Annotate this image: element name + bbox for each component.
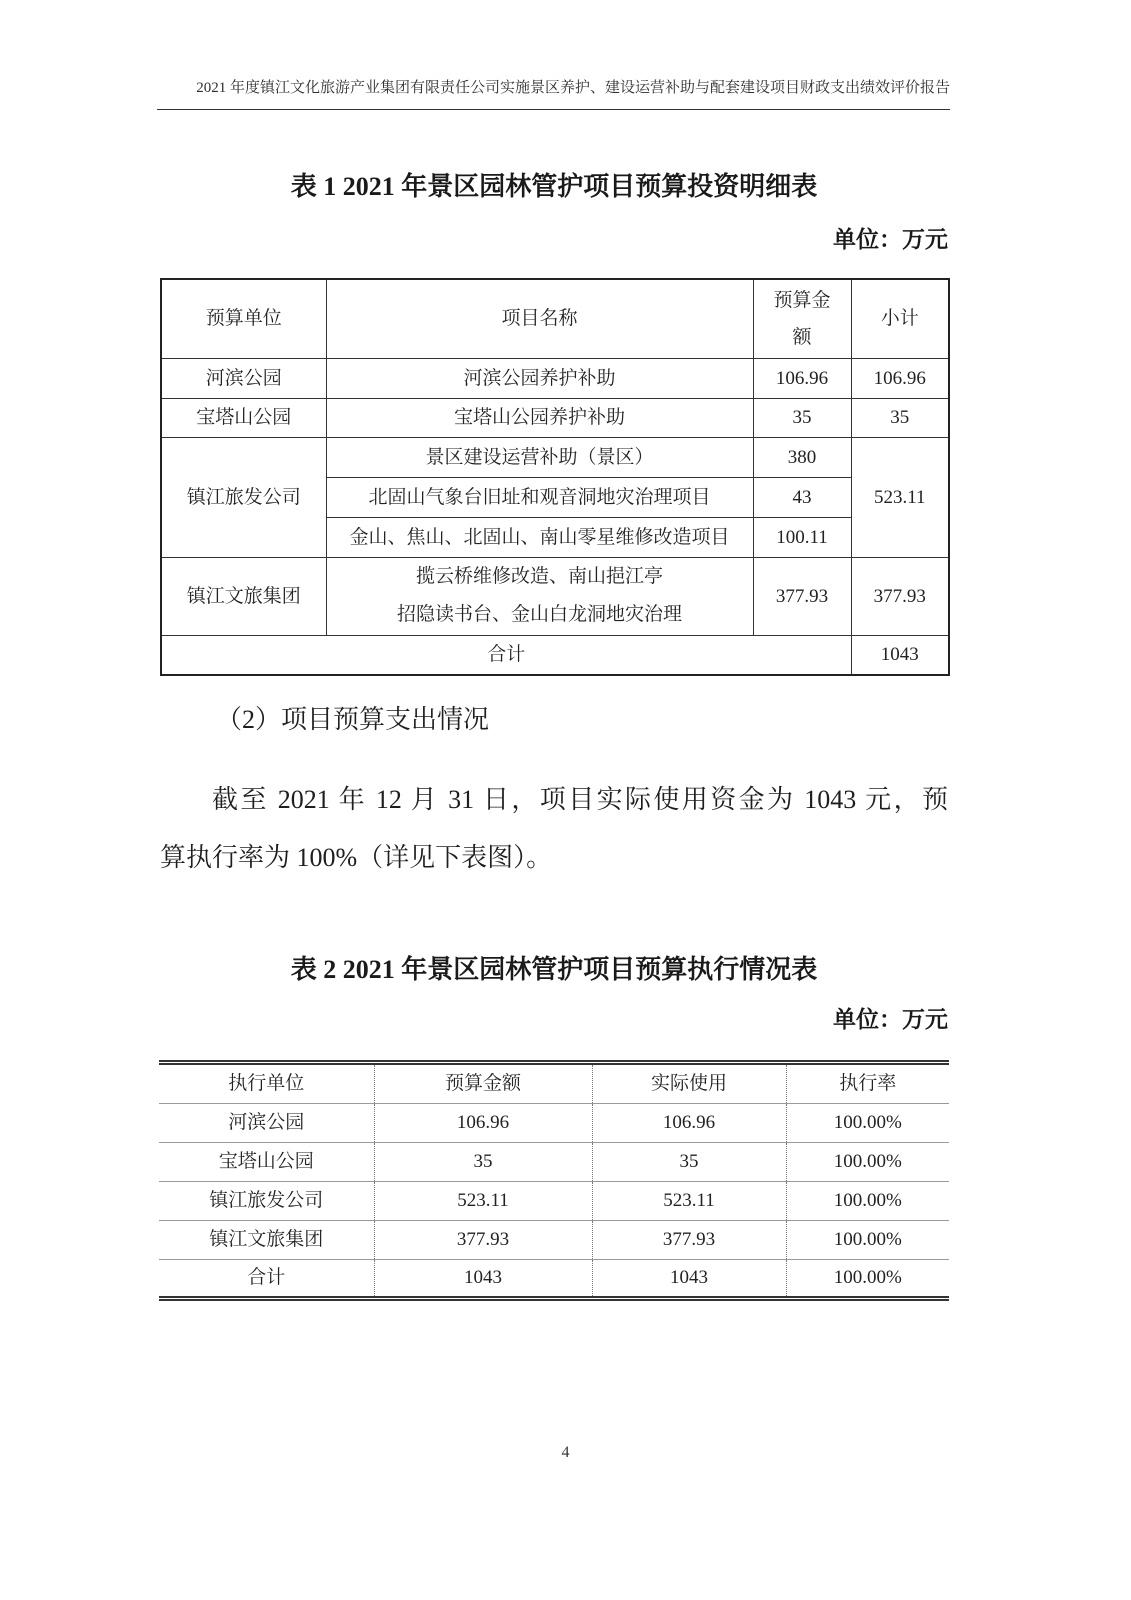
execution-rate-cell: 100.00%: [786, 1260, 949, 1299]
budget-amount-cell: 43: [753, 477, 851, 517]
budget-amount-cell: 100.11: [753, 517, 851, 557]
execution-rate-cell: 100.00%: [786, 1143, 949, 1182]
budget-amount-cell: 523.11: [374, 1182, 592, 1221]
table-row: [161, 398, 949, 437]
table-1-title: 表 1 2021 年景区园林管护项目预算投资明细表: [290, 172, 818, 201]
project-name-cell: [326, 557, 753, 635]
paragraph-line: 算执行率为 100%（详见下表图）。: [160, 843, 553, 872]
column-header-execution-rate: 执行率: [786, 1063, 949, 1104]
table-2-title: 表 2 2021 年景区园林管护项目预算执行情况表: [290, 955, 818, 984]
total-row: [161, 635, 949, 675]
column-header-subtotal: 小计: [851, 279, 949, 358]
column-header-budget-amount: 预算金额: [374, 1063, 592, 1104]
project-name-line: 揽云桥维修改造、南山挹江亭: [415, 566, 663, 587]
execution-unit-cell: 河滨公园: [159, 1104, 374, 1143]
table-row: [161, 358, 949, 398]
subtotal-cell: 35: [851, 398, 949, 437]
project-name-line: 招隐读书台、金山白龙洞地灾治理: [396, 604, 682, 625]
table-row: [159, 1104, 949, 1143]
project-name-cell: 金山、焦山、北固山、南山零星维修改造项目: [326, 517, 753, 557]
table-row: [159, 1182, 949, 1221]
table-row: [161, 437, 949, 477]
body-paragraph: [160, 771, 948, 887]
project-name-cell: 河滨公园养护补助: [326, 358, 753, 398]
column-header-project-name: 项目名称: [326, 279, 753, 358]
budget-unit-cell: 宝塔山公园: [161, 398, 326, 437]
project-name-cell: 北固山气象台旧址和观音洞地灾治理项目: [326, 477, 753, 517]
budget-unit-cell: 镇江文旅集团: [161, 557, 326, 635]
actual-use-cell: 106.96: [592, 1104, 786, 1143]
project-name-cell: 宝塔山公园养护补助: [326, 398, 753, 437]
budget-amount-cell: 1043: [374, 1260, 592, 1299]
budget-amount-cell: 106.96: [753, 358, 851, 398]
actual-use-cell: 1043: [592, 1260, 786, 1299]
table-header-row: [159, 1063, 949, 1104]
column-header-execution-unit: 执行单位: [159, 1063, 374, 1104]
section-subheading: （2）项目预算支出情况: [216, 705, 490, 734]
total-value-cell: 1043: [851, 635, 949, 675]
execution-unit-cell: 合计: [159, 1260, 374, 1299]
budget-unit-cell: 河滨公园: [161, 358, 326, 398]
budget-amount-cell: 35: [374, 1143, 592, 1182]
execution-rate-cell: 100.00%: [786, 1182, 949, 1221]
page-number: 4: [561, 1444, 570, 1461]
paragraph-line: 截至 2021 年 12 月 31 日，项目实际使用资金为 1043 元，预: [212, 785, 948, 814]
total-label-cell: 合计: [161, 635, 851, 675]
execution-unit-cell: 镇江旅发公司: [159, 1182, 374, 1221]
execution-rate-cell: 100.00%: [786, 1104, 949, 1143]
table-row: [161, 557, 949, 635]
actual-use-cell: 35: [592, 1143, 786, 1182]
execution-rate-cell: 100.00%: [786, 1221, 949, 1260]
total-row: [159, 1260, 949, 1299]
actual-use-cell: 523.11: [592, 1182, 786, 1221]
column-header-budget-unit: 预算单位: [161, 279, 326, 358]
table-row: [159, 1143, 949, 1182]
subtotal-cell: 106.96: [851, 358, 949, 398]
budget-amount-cell: 377.93: [753, 557, 851, 635]
header-rule: [157, 109, 950, 110]
column-header-actual-use: 实际使用: [592, 1063, 786, 1104]
budget-unit-cell: 镇江旅发公司: [161, 437, 326, 557]
budget-amount-cell: 380: [753, 437, 851, 477]
budget-amount-cell: 106.96: [374, 1104, 592, 1143]
subtotal-cell: 377.93: [851, 557, 949, 635]
project-name-cell: 景区建设运营补助（景区）: [326, 437, 753, 477]
column-header-budget-amount: 预算金额: [753, 279, 851, 358]
actual-use-cell: 377.93: [592, 1221, 786, 1260]
table-1-unit-label: 单位：万元: [833, 227, 948, 252]
budget-amount-cell: 35: [753, 398, 851, 437]
execution-unit-cell: 镇江文旅集团: [159, 1221, 374, 1260]
table-2-unit-label: 单位：万元: [833, 1007, 948, 1032]
budget-detail-table: [160, 278, 950, 676]
budget-execution-table: [159, 1060, 949, 1301]
execution-unit-cell: 宝塔山公园: [159, 1143, 374, 1182]
running-header: 2021 年度镇江文化旅游产业集团有限责任公司实施景区养护、建设运营补助与配套建设项目财政支出绩效评价报告: [196, 80, 950, 96]
table-row: [159, 1221, 949, 1260]
table-header-row: [161, 279, 949, 358]
subtotal-cell: 523.11: [851, 437, 949, 557]
budget-amount-cell: 377.93: [374, 1221, 592, 1260]
